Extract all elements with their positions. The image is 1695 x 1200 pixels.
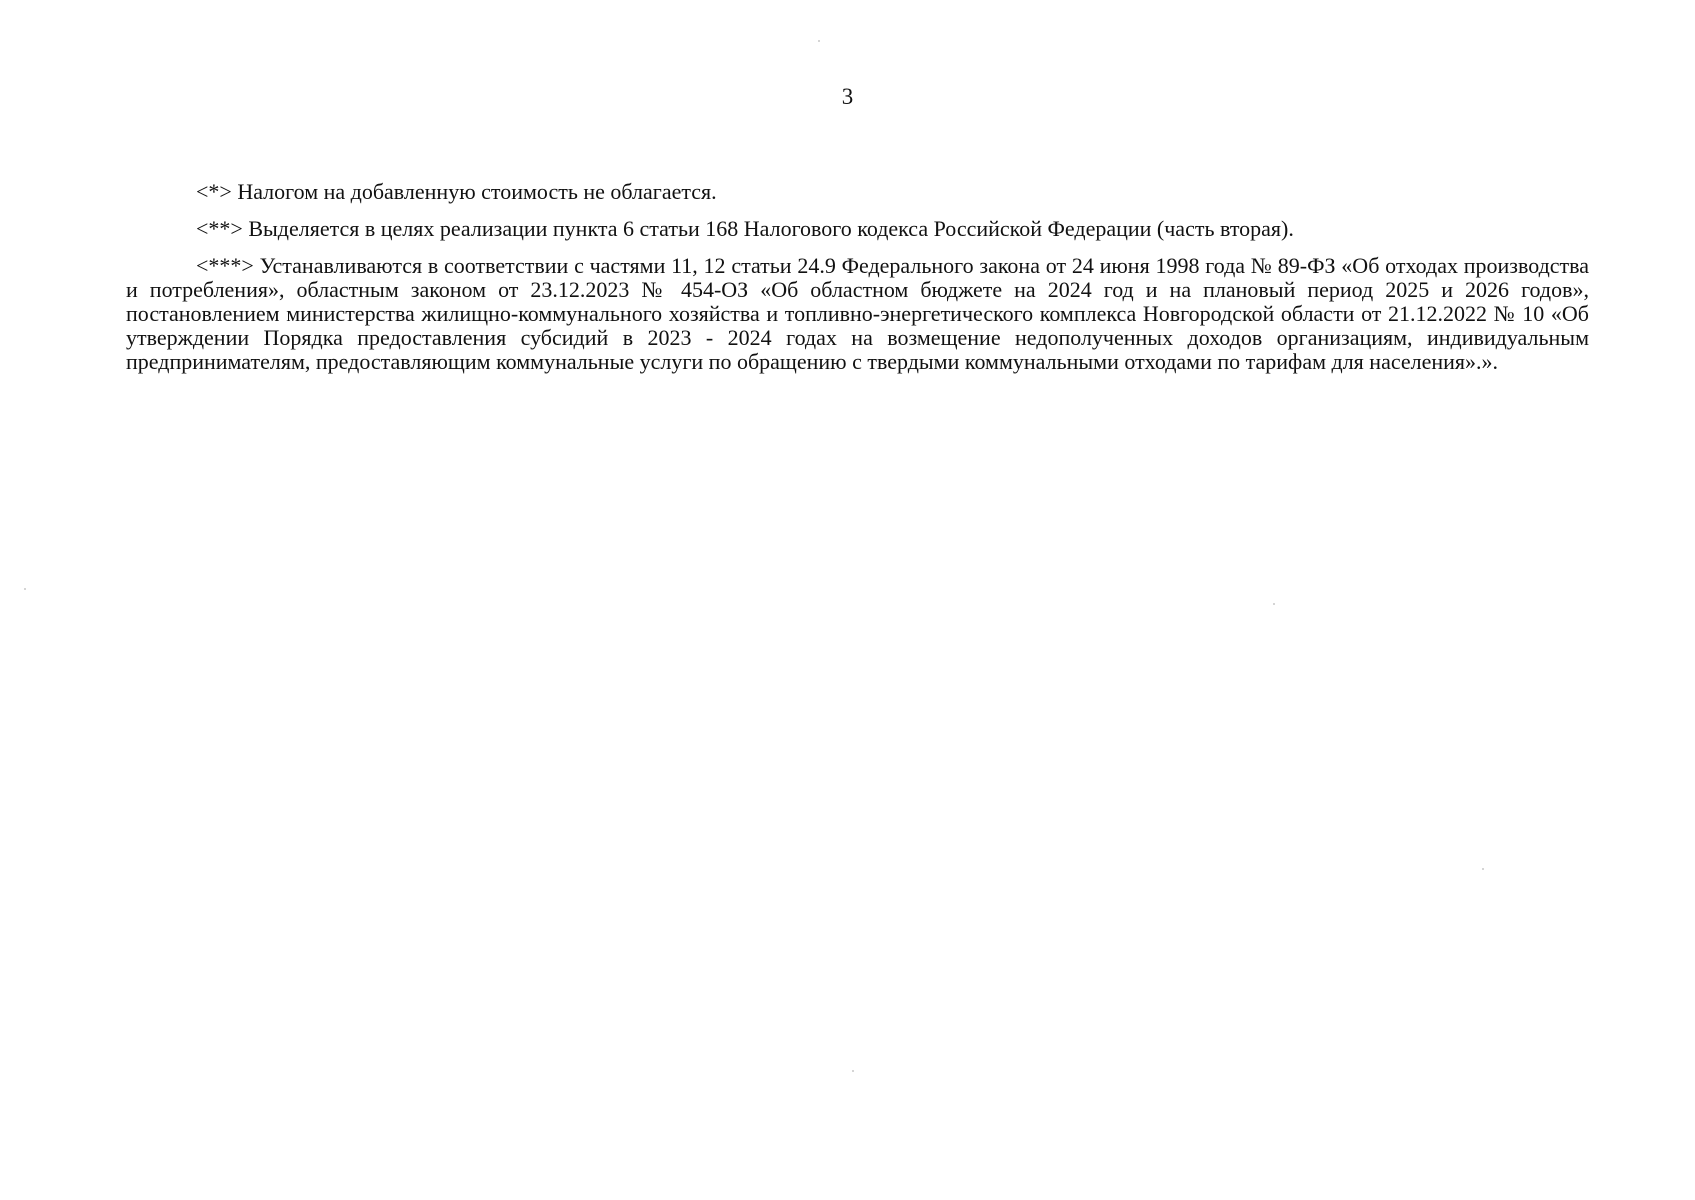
scan-speck bbox=[1482, 868, 1484, 870]
footnote-tax-code: <**> Выделяется в целях реализации пункта 6 статьи 168 Налогового кодекса Российской Федерации (часть вторая). bbox=[196, 216, 1294, 241]
scan-speck bbox=[852, 1070, 854, 1072]
footnote-federal-law: <***> Устанавливаются в соответствии с частями 11, 12 статьи 24.9 Федерального закона от 24 июня 1998 года № 89-ФЗ «Об отходах производства и потребления», областным законом от 23.12.2023 № 454-ОЗ «Об областном бюджете на 2024 год и на плановый период 2025 и 2026 годов», постановлением министерства жилищно-коммунального хозяйства и топливно-энергетического комплекса Новгородской области от 21.12.2022 № 10 «Об утверждении Порядка предоставления субсидий в 2023 - 2024 годах на возмещение недополученных доходов организациям, индивидуальным предпринимателям, предоставляющим коммунальные услуги по обращению с твердыми коммунальными отходами по тарифам для населения».». bbox=[126, 253, 1589, 374]
footnotes-section bbox=[126, 180, 1589, 374]
scan-speck bbox=[1273, 603, 1275, 605]
page-number: 3 bbox=[841, 84, 854, 109]
footnote-vat-exempt: <*> Налогом на добавленную стоимость не облагается. bbox=[196, 179, 717, 204]
scan-speck bbox=[818, 40, 820, 42]
scan-speck bbox=[24, 588, 26, 590]
